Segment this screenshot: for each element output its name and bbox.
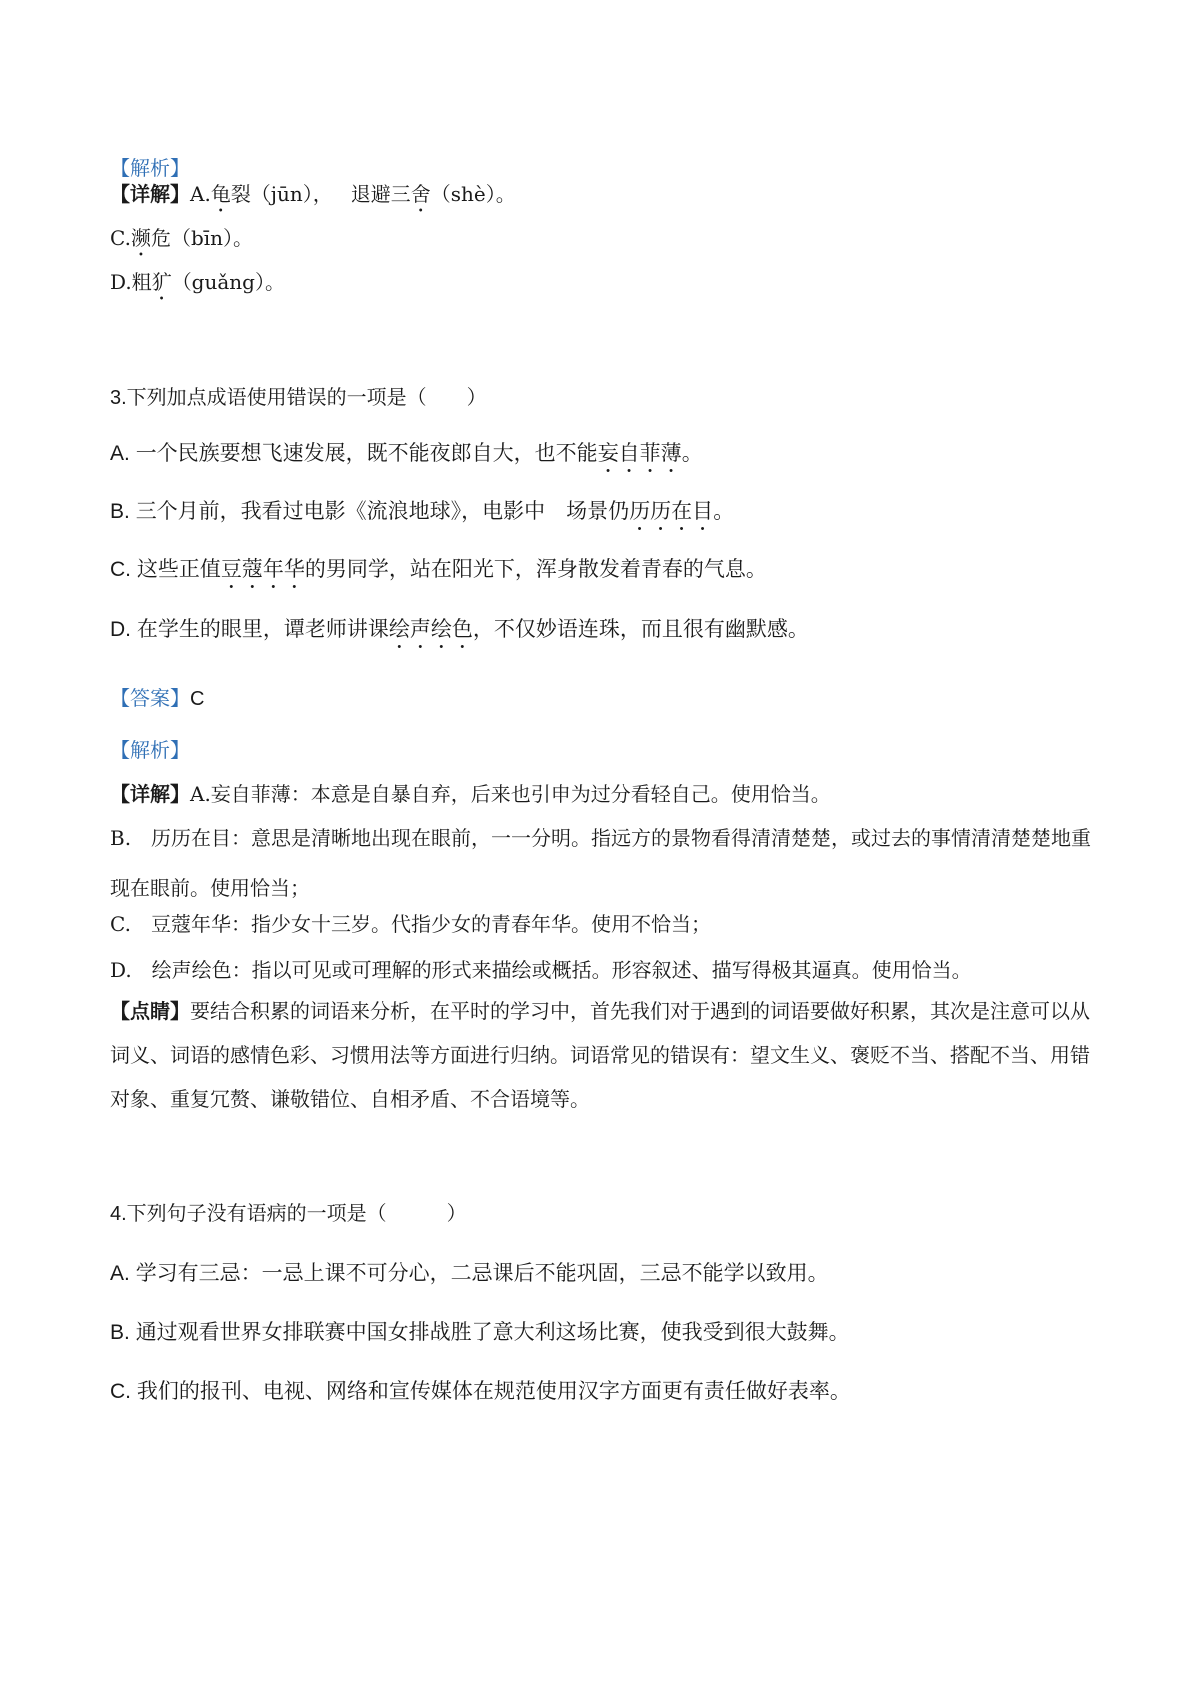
detail-text: 裂（jūn）， xyxy=(230,182,333,206)
detail-label: 【详解】 xyxy=(110,782,190,806)
option-letter: C. xyxy=(110,1380,131,1403)
detail-text: 退避三 xyxy=(350,182,411,206)
option-letter: B. xyxy=(110,1321,130,1344)
emphasis-idiom: 豆蔻年华 xyxy=(220,558,305,581)
analysis-label: 【解析】 xyxy=(110,156,190,180)
emphasis-char: 濒 xyxy=(130,226,151,250)
option-letter: C. xyxy=(110,558,131,581)
q4-option-c xyxy=(110,1378,851,1406)
option-text: 这些正值 xyxy=(136,558,221,581)
emphasis-idiom: 绘声绘色 xyxy=(388,618,473,641)
q2-detail-a xyxy=(110,180,516,217)
detail-text: A.妄自菲薄：本意是自暴自弃，后来也引申为过分看轻自己。使用恰当。 xyxy=(190,782,831,806)
detail-text: 危（bīn）。 xyxy=(150,226,254,250)
q3-detail-b: B. 历历在目：意思是清晰地出现在眼前，一一分明。指远方的景物看得清清楚楚，或过去的事情清清楚楚地重现在眼前。使用恰当； xyxy=(110,826,1092,900)
option-text: 。 xyxy=(681,442,703,465)
emphasis-idiom: 妄自菲薄 xyxy=(597,442,682,465)
analysis-label: 【解析】 xyxy=(110,738,190,762)
option-text: 我们的报刊、电视、网络和宣传媒体在规范使用汉字方面更有责任做好表率。 xyxy=(136,1380,851,1403)
emphasis-char: 犷 xyxy=(151,270,172,294)
q3-option-b xyxy=(110,498,734,535)
option-text: ，不仅妙语连珠，而且很有幽默感。 xyxy=(472,618,809,641)
detail-prefix: D.粗 xyxy=(110,270,152,294)
q3-option-a xyxy=(110,440,703,477)
detail-text: （guǎng）。 xyxy=(171,270,285,294)
dianjing-text: 要结合积累的词语来分析，在平时的学习中，首先我们对于遇到的词语要做好积累，其次是注意可以从词义、词语的感情色彩、习惯用法等方面进行归纳。词语常见的错误有：望文生义、褒贬不当、搭配不当、用错对象、重复冗赘、谦敬错位、自相矛盾、不合语境等。 xyxy=(110,999,1090,1111)
q2-detail-c xyxy=(110,224,253,261)
option-text: 在学生的眼里，谭老师讲课 xyxy=(136,618,389,641)
detail-text: （shè）。 xyxy=(430,182,516,206)
q3-stem: 3.下列加点成语使用错误的一项是（ ） xyxy=(110,387,487,409)
answer-label: 【答案】 xyxy=(110,686,190,710)
dianjing-label: 【点睛】 xyxy=(110,999,190,1023)
emphasis-idiom: 历历在目 xyxy=(629,500,714,523)
emphasis-char: 龟 xyxy=(210,182,231,206)
option-text: 通过观看世界女排联赛中国女排战胜了意大利这场比赛，使我受到很大鼓舞。 xyxy=(135,1321,850,1344)
q3-option-c xyxy=(110,556,767,593)
option-text: 的男同学，站在阳光下，浑身散发着青春的气息。 xyxy=(304,558,767,581)
option-text: 一个民族要想飞速发展，既不能夜郎自大，也不能 xyxy=(135,442,598,465)
q3-detail-d: D. 绘声绘色：指以可见或可理解的形式来描绘或概括。形容叙述、描写得极其逼真。使用恰当。 xyxy=(110,958,972,982)
q3-option-d xyxy=(110,616,809,653)
option-letter: A. xyxy=(110,1262,130,1285)
q3-detail-a xyxy=(110,780,831,808)
option-text: 。 xyxy=(713,500,735,523)
answer-value: C xyxy=(190,688,205,710)
q4-stem: 4.下列句子没有语病的一项是（ ） xyxy=(110,1203,467,1225)
detail-a-prefix: A. xyxy=(190,182,211,206)
option-letter: A. xyxy=(110,442,130,465)
option-text: 学习有三忌：一忌上课不可分心，二忌课后不能巩固，三忌不能学以致用。 xyxy=(135,1262,829,1285)
option-letter: D. xyxy=(110,618,131,641)
emphasis-char: 舍 xyxy=(410,182,431,206)
q3-answer xyxy=(110,684,204,713)
option-letter: B. xyxy=(110,500,130,523)
detail-label: 【详解】 xyxy=(110,182,190,206)
q3-dianjing xyxy=(110,989,1100,1121)
option-text: 三个月前，我看过电影《流浪地球》，电影中 场景仍 xyxy=(135,500,630,523)
q3-detail-c: C. 豆蔻年华：指少女十三岁。代指少女的青春年华。使用不恰当； xyxy=(110,912,711,936)
q2-detail-d xyxy=(110,268,285,305)
q4-option-b xyxy=(110,1319,850,1347)
q4-option-a xyxy=(110,1260,829,1288)
detail-prefix: C. xyxy=(110,226,131,250)
